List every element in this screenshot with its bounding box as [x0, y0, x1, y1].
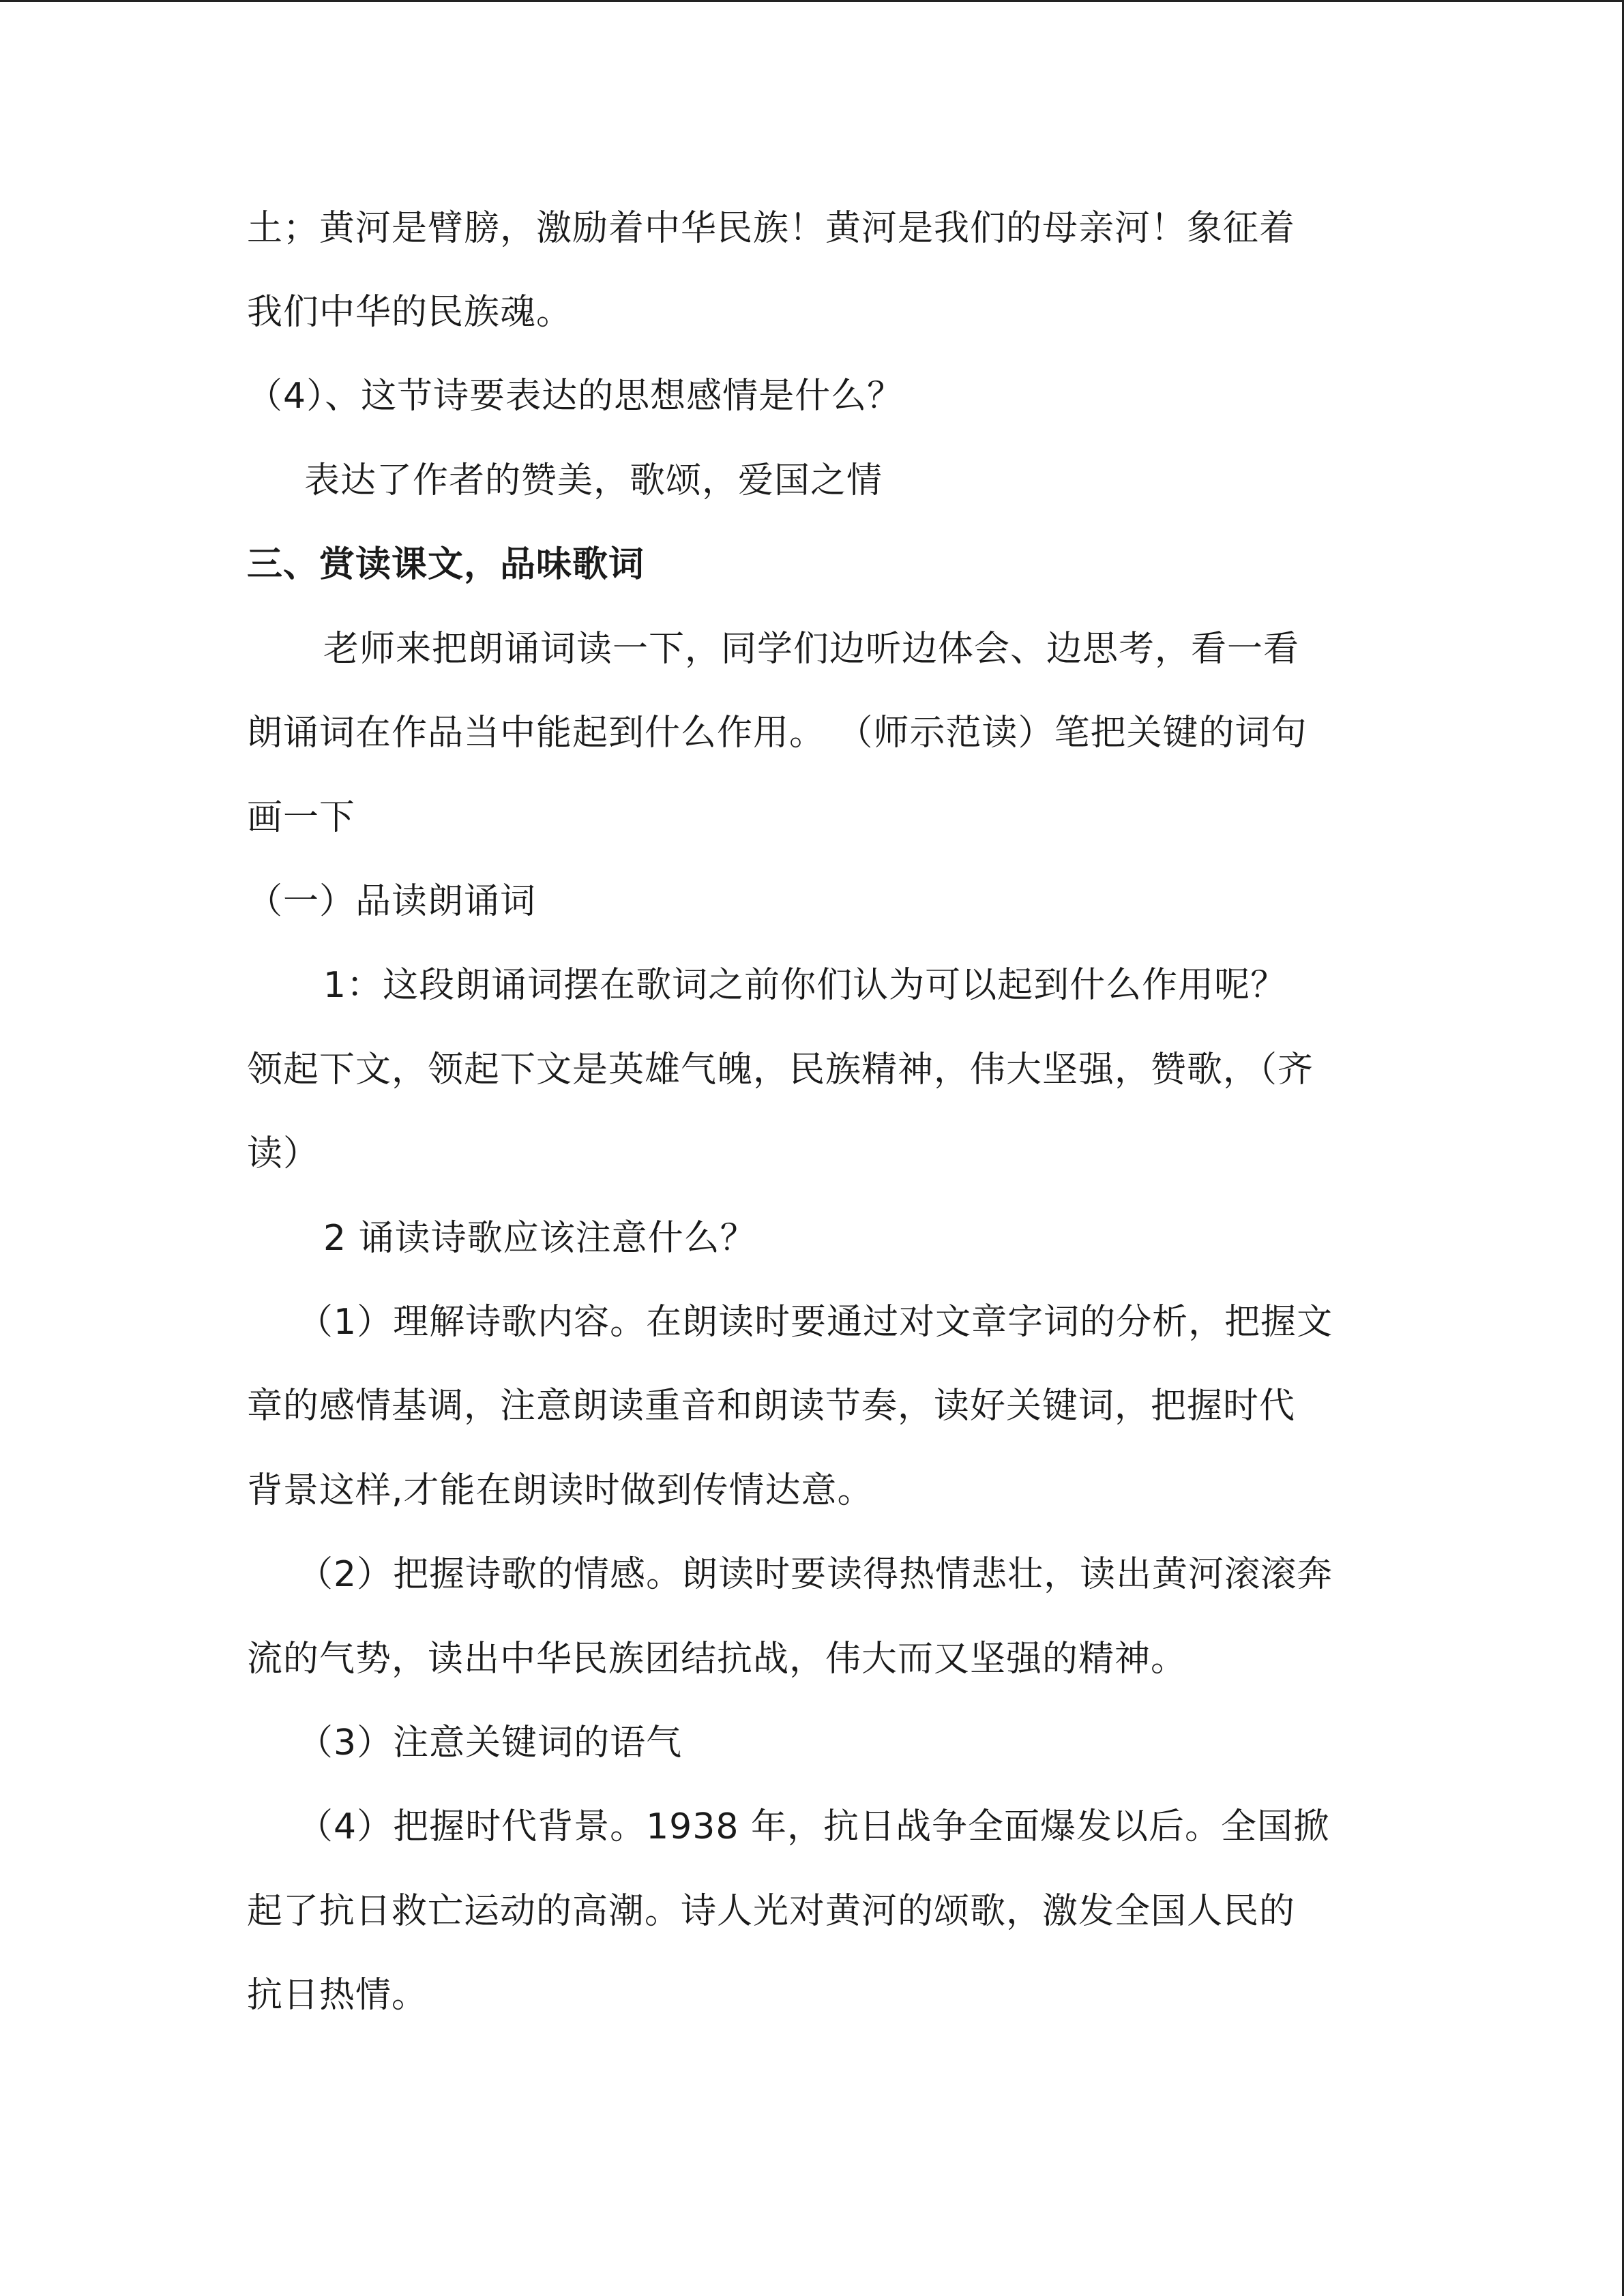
text-line: 画一下	[247, 797, 356, 838]
text-line: 读）	[247, 1133, 320, 1174]
subsection-heading: （一）品读朗诵词	[247, 881, 537, 922]
text-line: （4）把握时代背景。1938 年，抗日战争全面爆发以后。全国掀	[297, 1806, 1329, 1847]
text-line: 背景这样,才能在朗读时做到传情达意。	[247, 1470, 874, 1511]
text-line: 2 诵读诗歌应该注意什么？	[323, 1218, 756, 1259]
page-border-top	[0, 0, 1624, 2]
text-line: 流的气势，读出中华民族团结抗战，伟大而又坚强的精神。	[247, 1639, 1187, 1680]
text-line: 起了抗日救亡运动的高潮。诗人光对黄河的颂歌，激发全国人民的	[247, 1891, 1296, 1932]
text-line: 章的感情基调，注意朗读重音和朗读节奏，读好关键词，把握时代	[247, 1386, 1296, 1427]
text-line: 土；黄河是臂膀，激励着中华民族！黄河是我们的母亲河！象征着	[247, 208, 1296, 249]
text-line: 表达了作者的赞美，歌颂，爱国之情	[304, 460, 883, 501]
text-line: 朗诵词在作品当中能起到什么作用。 （师示范读）笔把关键的词句	[247, 713, 1308, 754]
section-heading: 三、赏读课文，品味歌词	[247, 544, 645, 585]
text-line: （3）注意关键词的语气	[297, 1723, 683, 1763]
text-line: 抗日热情。	[247, 1975, 428, 2016]
text-line: （2）把握诗歌的情感。朗读时要读得热情悲壮，读出黄河滚滚奔	[297, 1554, 1333, 1595]
text-line: （4）、这节诗要表达的思想感情是什么？	[247, 376, 904, 417]
text-line: 领起下文，领起下文是英雄气魄，民族精神，伟大坚强，赞歌，（齐	[247, 1049, 1314, 1090]
text-line: 1：这段朗诵词摆在歌词之前你们认为可以起到什么作用呢？	[323, 965, 1287, 1006]
text-line: 我们中华的民族魂。	[247, 292, 573, 333]
text-line: 老师来把朗诵词读一下，同学们边听边体会、边思考，看一看	[323, 629, 1300, 670]
text-line: （1）理解诗歌内容。在朗读时要通过对文章字词的分析，把握文	[297, 1302, 1333, 1343]
